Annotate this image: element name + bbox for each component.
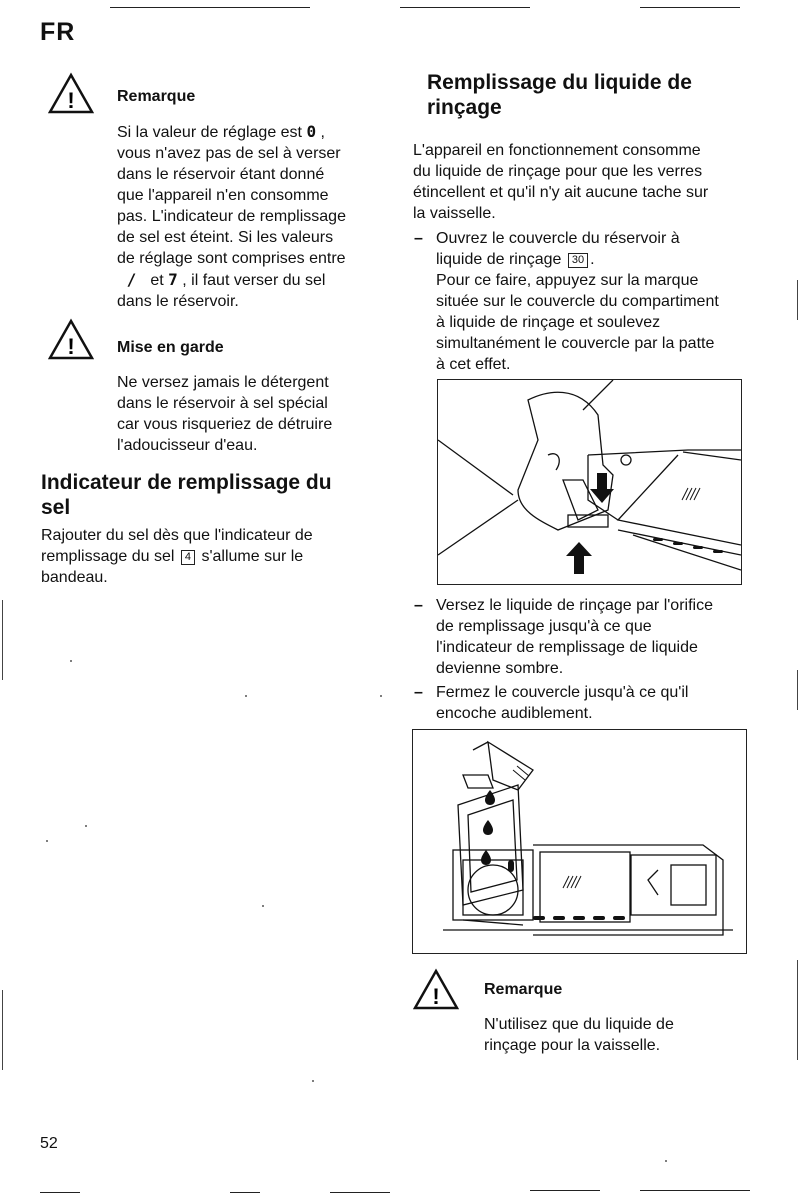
svg-text:!: ! (432, 984, 440, 1009)
scan-speck (85, 825, 87, 827)
figure-pour-liquid (412, 729, 747, 954)
warning-body: Ne versez jamais le détergent dans le réservoir à sel spécial car vous risqueriez de détruire l'adoucisseur d'eau. (117, 374, 333, 454)
rinse-indicator-symbol: 30 (568, 253, 588, 268)
salt-indicator-symbol: 4 (181, 550, 195, 565)
note-title: Remarque (117, 88, 196, 105)
page-number: 52 (40, 1135, 58, 1152)
scan-speck (380, 695, 382, 697)
header-rule (640, 7, 740, 8)
scan-speck (46, 840, 48, 842)
footer-rule (40, 1192, 80, 1193)
figure-open-lid (437, 379, 742, 585)
note-title: Remarque (484, 981, 563, 998)
section-heading: Indicateur de remplissage du sel (41, 471, 332, 519)
warning-triangle-icon (48, 318, 94, 360)
main-heading: Remplissage du liquide de rinçage (427, 71, 692, 119)
note-body: N'utilisez que du liquide de rinçage pour la vaisselle. (484, 1016, 674, 1054)
margin-line (2, 600, 3, 680)
margin-line (797, 280, 798, 320)
step-close-lid: – Fermez le couvercle jusqu'à ce qu'il encoche audiblement. (414, 684, 689, 722)
scan-speck (312, 1080, 314, 1082)
header-rule (110, 7, 310, 8)
footer-rule (330, 1192, 390, 1193)
margin-line (2, 990, 3, 1070)
arrow-up-icon (566, 542, 592, 574)
scan-speck (665, 1160, 667, 1162)
scan-speck (245, 695, 247, 697)
margin-line (797, 670, 798, 710)
footer-rule (640, 1190, 750, 1191)
arrow-down-icon (590, 473, 614, 503)
svg-text:!: ! (67, 334, 75, 359)
scan-speck (70, 660, 72, 662)
warning-triangle-icon (48, 72, 94, 114)
warning-title: Mise en garde (117, 339, 224, 356)
footer-rule (530, 1190, 600, 1191)
warning-triangle-icon (413, 968, 459, 1010)
header-rule (400, 7, 530, 8)
svg-text:!: ! (67, 88, 75, 113)
section-body: Rajouter du sel dès que l'indicateur de remplissage du sel 4 s'allume sur le bandeau. (41, 527, 313, 586)
scan-speck (262, 905, 264, 907)
footer-rule (230, 1192, 260, 1193)
step-pour-liquid: – Versez le liquide de rinçage par l'orifice de remplissage jusqu'à ce que l'indicateur de remplissage de liquide devienne sombre. (414, 597, 713, 677)
language-label: FR (40, 18, 76, 46)
note-body: Si la valeur de réglage est 0 , vous n'avez pas de sel à verser dans le réservoir étant donné que l'appareil n'en consomme pas. L'indicateur de remplissage de sel est éteint. Si les valeurs de réglage sont comprises entre / et 7 , il faut verser du sel dans le réservoir. (117, 122, 346, 310)
step-open-lid: – Ouvrez le couvercle du réservoir à liquide de rinçage 30 . Pour ce faire, appuyez sur la marque située sur le couvercle du compartiment à liquide de rinçage et soulevez simultanément le couvercle par la patte à cet effet. (414, 230, 719, 373)
intro-text: L'appareil en fonctionnement consomme du liquide de rinçage pour que les verres étincellent et qu'il n'y ait aucune tache sur la vaisselle. (413, 142, 709, 222)
margin-line (797, 960, 798, 1060)
